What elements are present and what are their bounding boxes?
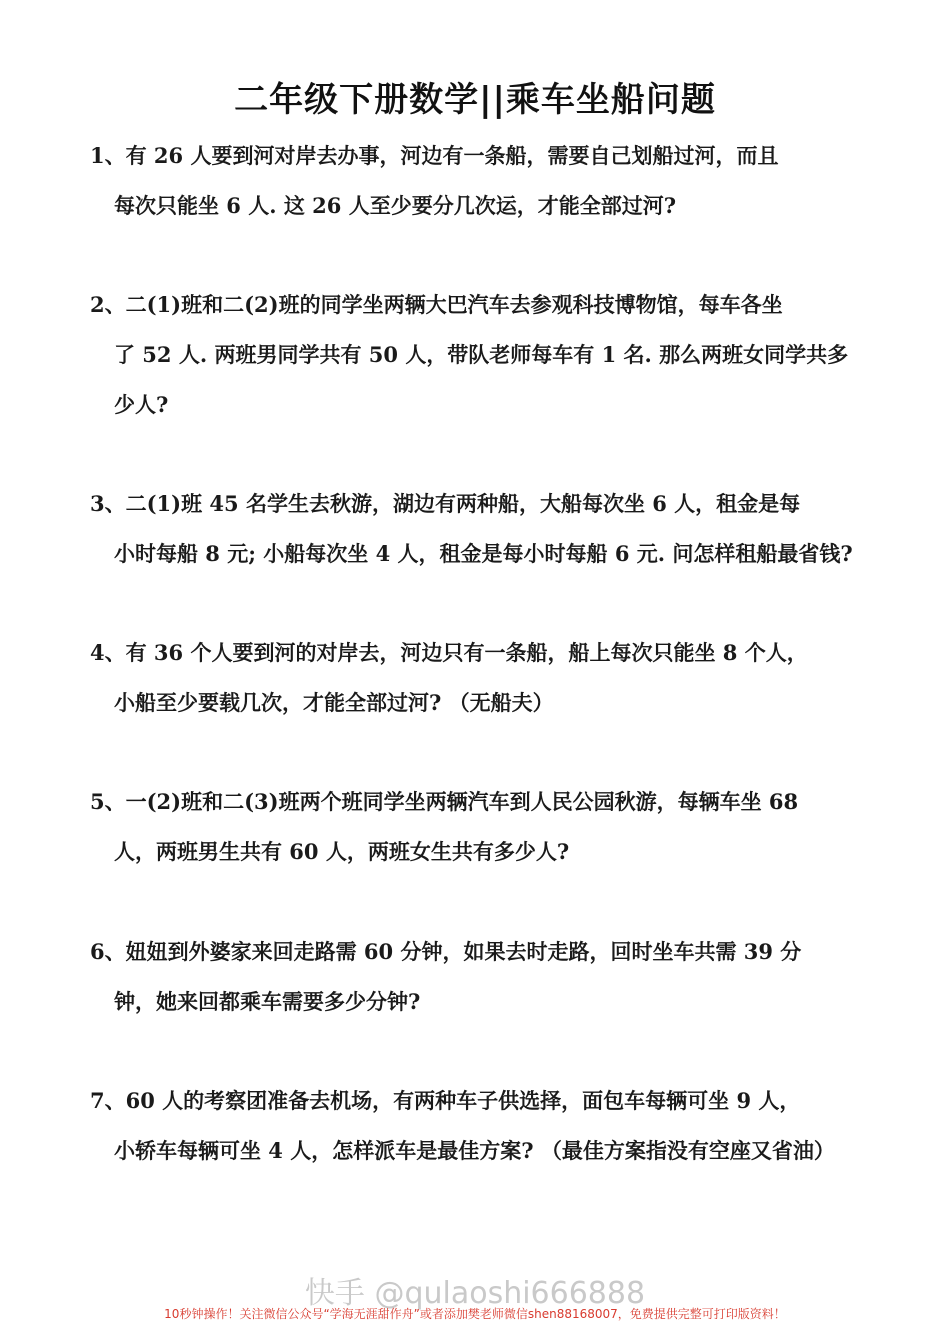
problem-1 (90, 131, 890, 231)
problem-1-line-1: 1、有 26 人要到河对岸去办事，河边有一条船，需要自己划船过河，而且 (90, 143, 779, 168)
problem-3-line-2: 小时每船 8 元; 小船每次坐 4 人，租金是每小时每船 6 元. 问怎样租船最省钱? (114, 541, 853, 566)
problem-4-line-1: 4、有 36 个人要到河的对岸去，河边只有一条船，船上每次只能坐 8 个人， (90, 640, 808, 665)
problem-4-line-2: 小船至少要载几次，才能全部过河? （无船夫） (114, 690, 554, 715)
problem-2-line-2: 了 52 人. 两班男同学共有 50 人，带队老师每车有 1 名. 那么两班女同学共多 (114, 342, 849, 367)
problem-7-line-2: 小轿车每辆可坐 4 人，怎样派车是最佳方案? （最佳方案指没有空座又省油） (114, 1138, 835, 1163)
problem-6-line-2: 钟，她来回都乘车需要多少分钟? (114, 989, 421, 1014)
problem-2-line-1: 2、二(1)班和二(2)班的同学坐两辆大巴汽车去参观科技博物馆，每车各坐 (90, 292, 783, 317)
problem-2 (90, 280, 890, 430)
problem-5-line-2: 人，两班男生共有 60 人，两班女生共有多少人? (114, 839, 570, 864)
problem-3-line-1: 3、二(1)班 45 名学生去秋游，湖边有两种船，大船每次坐 6 人，租金是每 (90, 491, 801, 516)
problem-6-line-1: 6、妞妞到外婆家来回走路需 60 分钟，如果去时走路，回时坐车共需 39 分 (90, 939, 802, 964)
problem-7-line-1: 7、60 人的考察团准备去机场，有两种车子供选择，面包车每辆可坐 9 人， (90, 1088, 801, 1113)
problem-6 (90, 927, 890, 1027)
footer-promo-text: 10秒钟操作！关注微信公众号“学海无涯甜作舟”或者添加樊老师微信shen88168007，免费提供完整可打印版资料！ (164, 1307, 786, 1321)
problem-3 (90, 479, 890, 579)
page-title: 二年级下册数学||乘车坐船问题 (234, 80, 716, 120)
problem-5 (90, 777, 890, 877)
problem-7 (90, 1076, 890, 1176)
problem-5-line-1: 5、一(2)班和二(3)班两个班同学坐两辆汽车到人民公园秋游，每辆车坐 68 (90, 789, 799, 814)
problem-2-line-3: 少人? (114, 392, 169, 417)
problem-1-line-2: 每次只能坐 6 人. 这 26 人至少要分几次运，才能全部过河? (114, 193, 677, 218)
problem-4 (90, 628, 890, 728)
watermark: 快手 @qulaoshi666888 (304, 1276, 646, 1311)
